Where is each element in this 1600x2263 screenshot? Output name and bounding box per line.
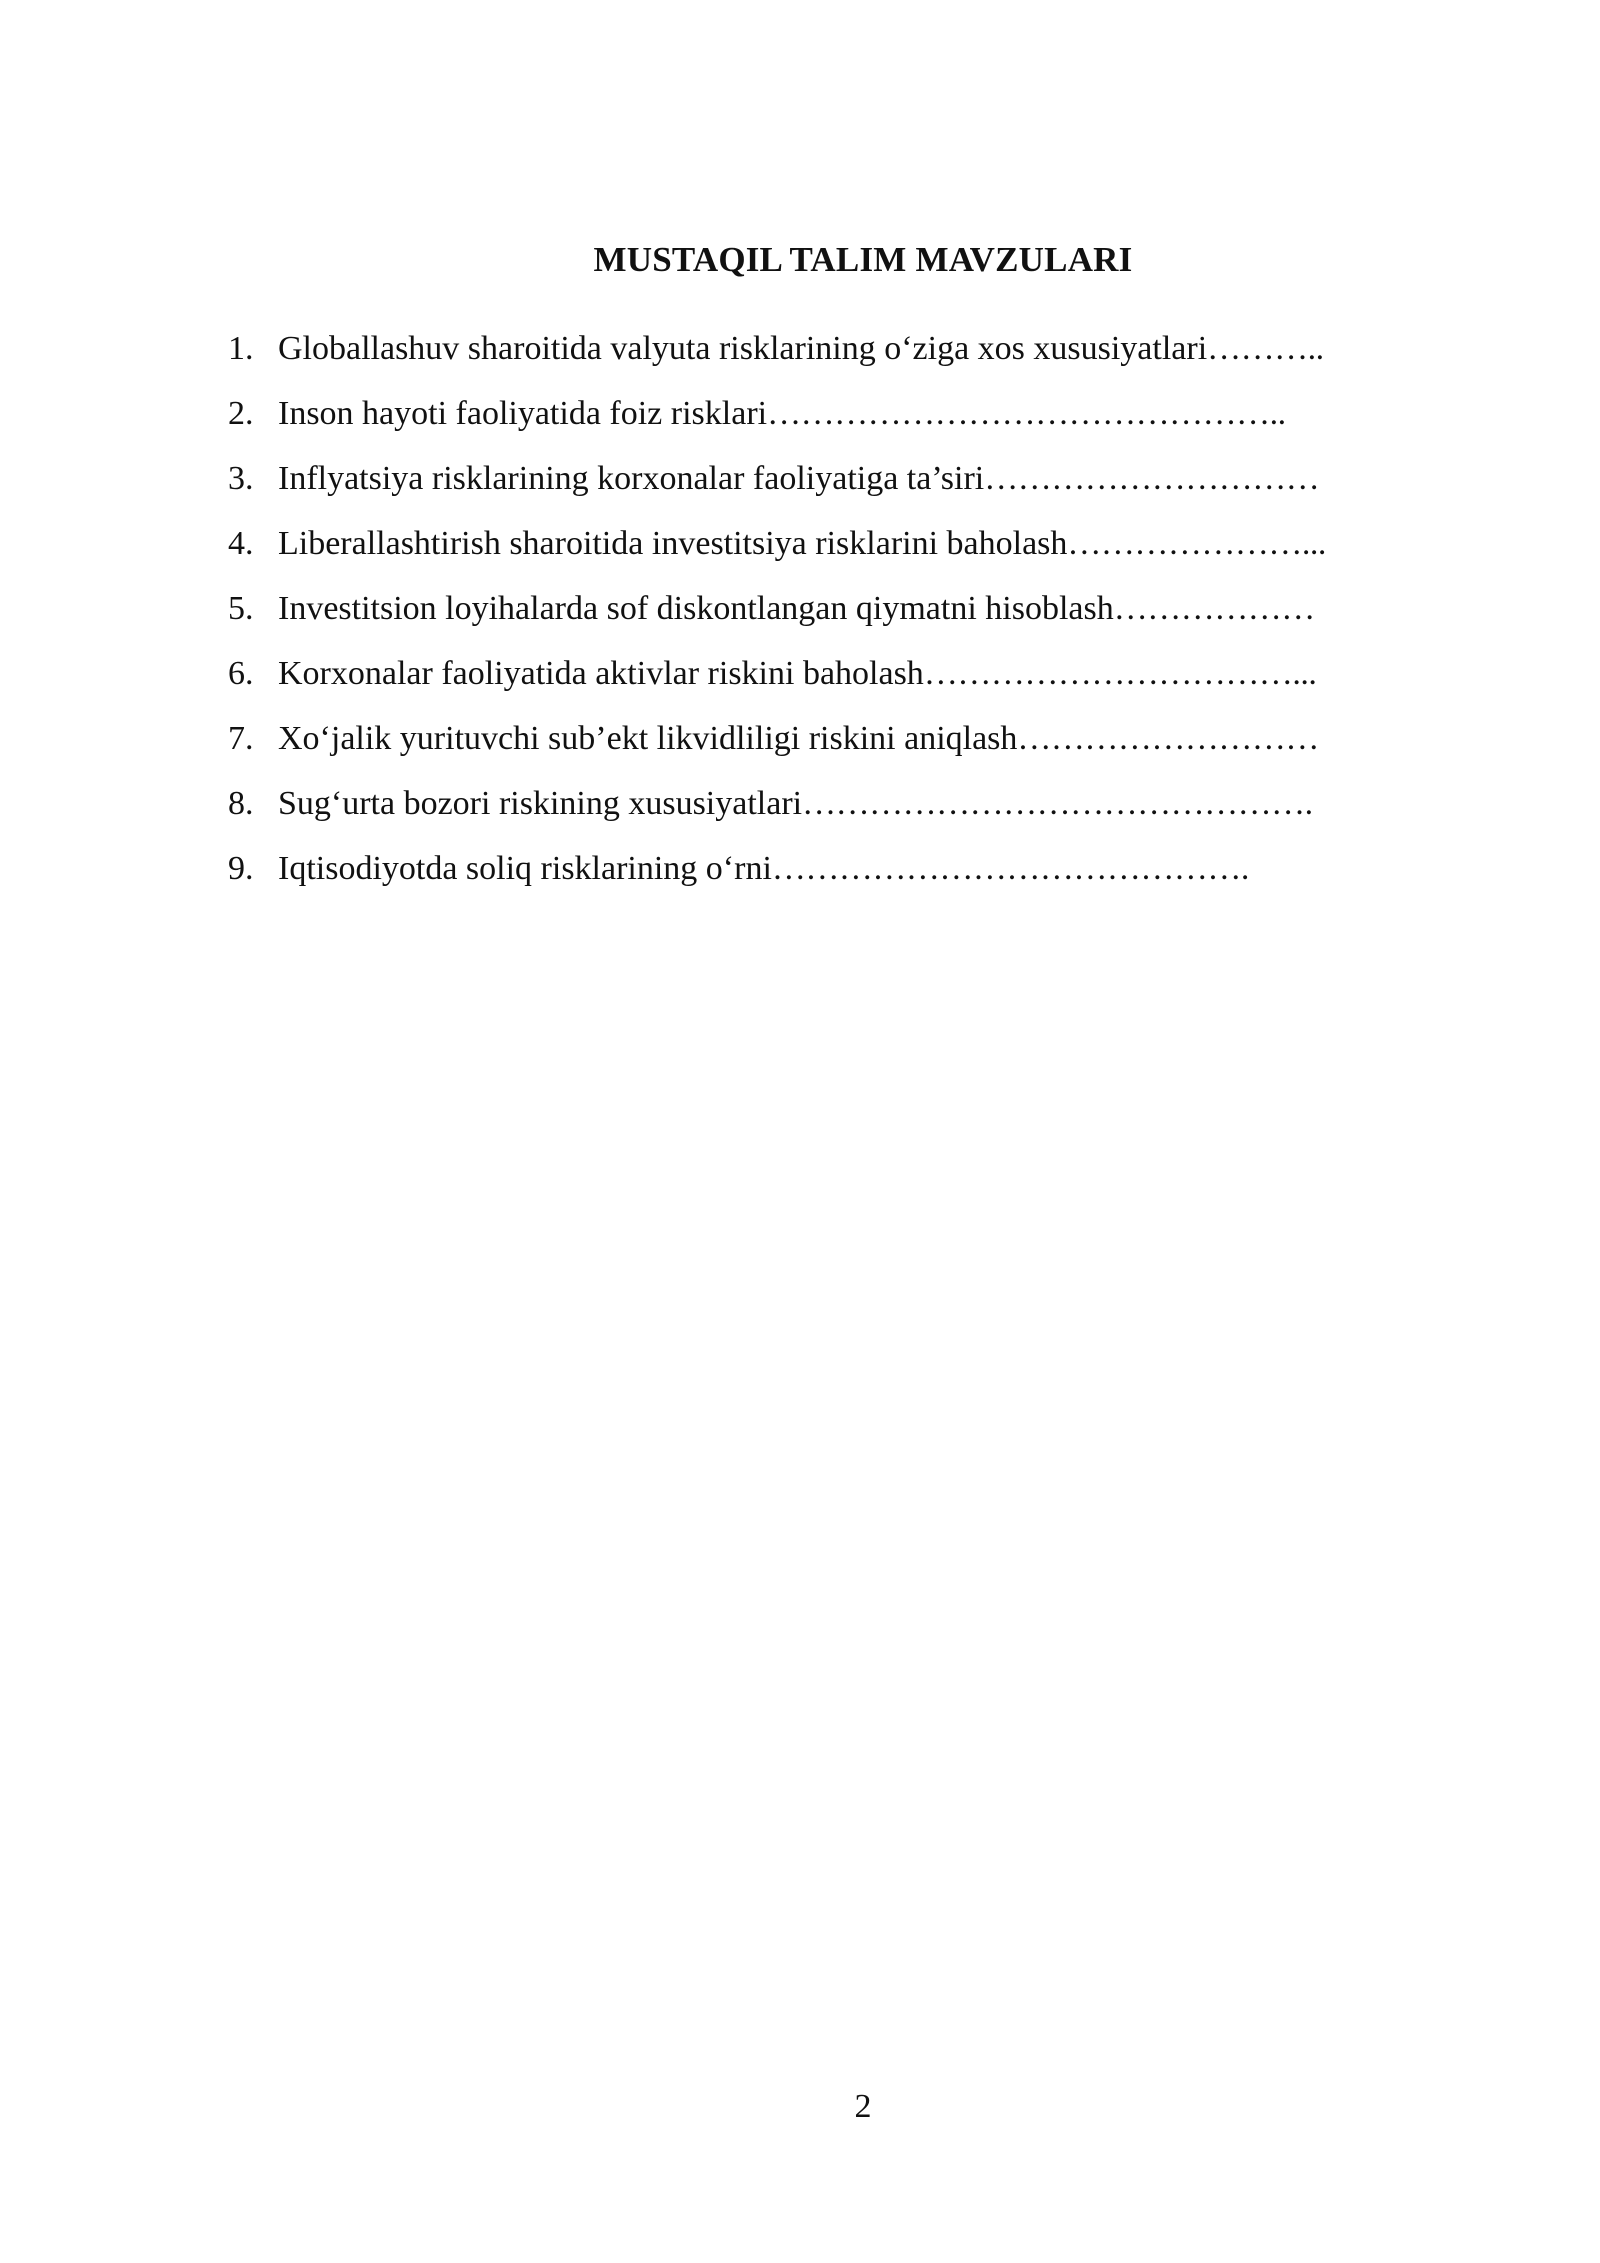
- list-item: [228, 586, 1488, 651]
- item-leader-dots: ……………………………...: [923, 655, 1317, 692]
- item-text: Xo‘jalik yurituvchi sub’ekt likvidliligi riskini aniqlash: [278, 720, 1018, 757]
- list-item: [228, 846, 1488, 911]
- item-number: 1.: [228, 330, 254, 367]
- item-text: Liberallashtirish sharoitida investitsiya risklarini baholash: [278, 525, 1068, 562]
- list-item: [228, 326, 1488, 391]
- item-leader-dots: …………………………: [984, 460, 1320, 497]
- list-item: [228, 781, 1488, 846]
- item-text: Inflyatsiya risklarining korxonalar faoliyatiga ta’siri: [278, 460, 985, 497]
- list-item: [228, 651, 1488, 716]
- item-leader-dots: ………..: [1207, 330, 1324, 367]
- item-number: 4.: [228, 525, 254, 562]
- item-text: Korxonalar faoliyatida aktivlar riskini baholash: [278, 655, 924, 692]
- list-item: [228, 521, 1488, 586]
- page-number: 2: [854, 2088, 872, 2125]
- item-number: 2.: [228, 395, 254, 432]
- item-number: 7.: [228, 720, 254, 757]
- list-item: [228, 716, 1488, 781]
- item-number: 8.: [228, 785, 254, 822]
- item-number: 9.: [228, 850, 254, 887]
- item-leader-dots: ………………………………………..: [767, 395, 1286, 432]
- item-leader-dots: ……………………………………….: [802, 785, 1313, 822]
- item-leader-dots: ………………………: [1017, 720, 1319, 757]
- document-title: MUSTAQIL TALIM MAVZULARI: [593, 240, 1133, 279]
- item-text: Investitsion loyihalarda sof diskontlangan qiymatni hisoblash: [278, 590, 1114, 627]
- list-item: [228, 456, 1488, 521]
- item-leader-dots: ………………: [1113, 590, 1315, 627]
- item-leader-dots: …………………………………….: [771, 850, 1249, 887]
- list-item: [228, 391, 1488, 456]
- item-text: Globallashuv sharoitida valyuta risklarining o‘ziga xos xususiyatlari: [278, 330, 1208, 367]
- item-text: Inson hayoti faoliyatida foiz risklari: [278, 395, 768, 432]
- item-number: 6.: [228, 655, 254, 692]
- topics-list: [228, 326, 1488, 911]
- item-number: 5.: [228, 590, 254, 627]
- item-text: Sug‘urta bozori riskining xususiyatlari: [278, 785, 803, 822]
- item-number: 3.: [228, 460, 254, 497]
- item-leader-dots: …………………...: [1067, 525, 1326, 562]
- item-text: Iqtisodiyotda soliq risklarining o‘rni: [278, 850, 772, 887]
